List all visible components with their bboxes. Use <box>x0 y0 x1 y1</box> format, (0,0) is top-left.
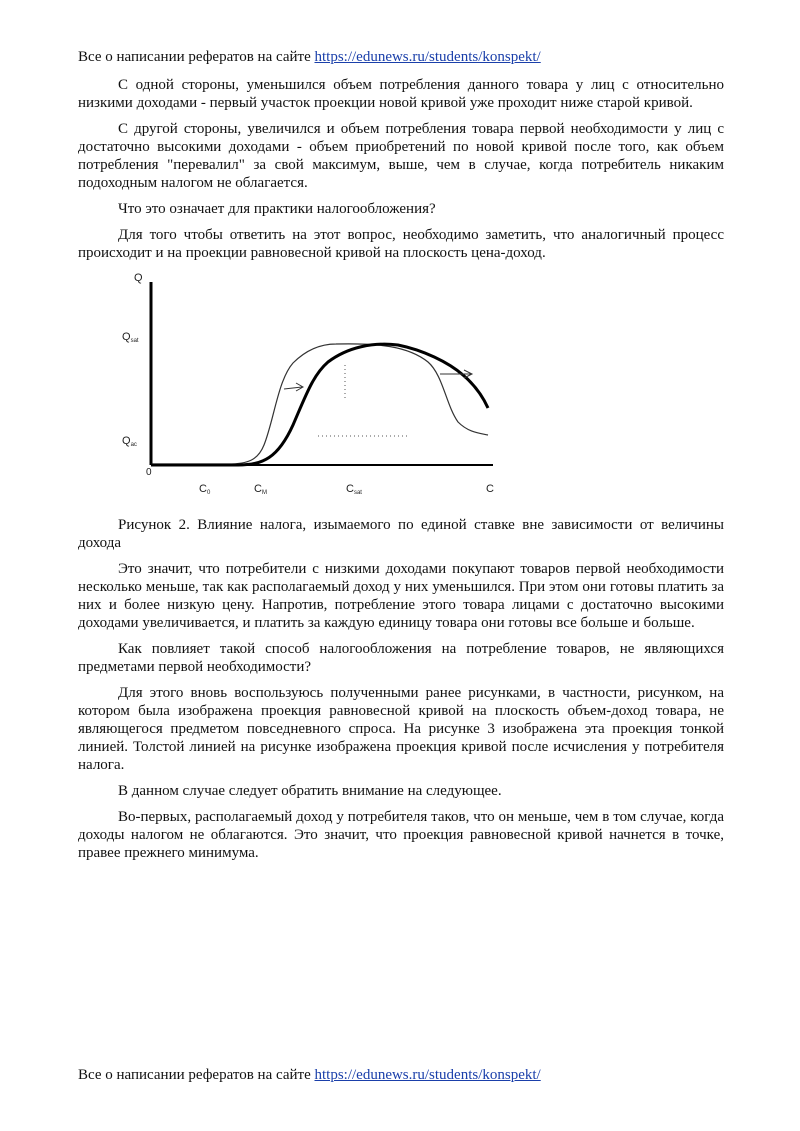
paragraph: С одной стороны, уменьшился объем потребления данного товара у лиц с относительно низкими доходами - первый участок проекции новой кривой уже проходит ниже старой кривой. <box>78 77 724 111</box>
paragraph: Во-первых, располагаемый доход у потребителя таков, что он меньше, чем в том случае, когда доходы налогом не облагаются. Это значит, что проекция равновесной кривой начнется в точке, правее прежнего минимума. <box>78 809 724 861</box>
old-curve <box>151 344 488 464</box>
header-link[interactable]: https://edunews.ru/students/konspekt/ <box>314 49 541 65</box>
x-tick-c0: C0 <box>199 483 211 496</box>
new-curve <box>151 344 488 465</box>
y-tick-qac: Qac <box>122 435 137 448</box>
paragraph: Это значит, что потребители с низкими доходами покупают товаров первой необходимости несколько меньше, так как располагаемый доход у них уменьшился. При этом они готовы платить за них и более низкую цену. Напротив, потребление этого товара лицами с достаточно высокими доходами увеличивается, и платить за каждую единицу товара они готовы все больше и больше. <box>78 561 724 631</box>
document-body <box>78 76 724 870</box>
x-tick-csat: Csat <box>346 483 362 496</box>
x-tick-cm: CM <box>254 483 267 496</box>
paragraph: Для этого вновь воспользуюсь полученными ранее рисунками, в частности, рисунком, на котором была изображена проекция равновесной кривой на плоскость объем-доход товара, не являющегося предметом повседневного спроса. На рисунке 3 изображена эта проекция тонкой линией. Толстой линией на рисунке изображена проекция кривой после исчисления у потребителя налога. <box>78 685 724 773</box>
y-axis-label: Q <box>134 272 143 284</box>
figure-caption: Рисунок 2. Влияние налога, изымаемого по единой ставке вне зависимости от величины дохода <box>78 517 724 551</box>
paragraph: Как повлияет такой способ налогообложения на потребление товаров, не являющихся предметами первой необходимости? <box>78 641 724 675</box>
y-tick-qsat: Qsat <box>122 331 139 344</box>
header-text: Все о написании рефератов на сайте <box>78 49 315 65</box>
origin-label: 0 <box>146 467 152 478</box>
paragraph: Что это означает для практики налогообложения? <box>118 201 436 217</box>
paragraph: С другой стороны, увеличился и объем потребления товара первой необходимости у лиц с достаточно высокими доходами - объем приобретений по новой кривой после того, как объем потребления "перевалил" за свой максимум, выше, чем в случае, когда потребитель никаким подоходным налогом не облагается. <box>78 121 724 191</box>
footer-text: Все о написании рефератов на сайте <box>78 1067 315 1083</box>
paragraph: Для того чтобы ответить на этот вопрос, необходимо заметить, что аналогичный процесс происходит и на проекции равновесной кривой на плоскость цена-доход. <box>78 227 724 261</box>
page-header <box>78 48 541 66</box>
x-axis-label: C <box>486 483 494 495</box>
paragraph: В данном случае следует обратить внимание на следующее. <box>118 783 502 799</box>
footer-link[interactable]: https://edunews.ru/students/konspekt/ <box>314 1067 541 1083</box>
figure-2-chart <box>78 270 724 508</box>
page-footer <box>78 1066 541 1084</box>
